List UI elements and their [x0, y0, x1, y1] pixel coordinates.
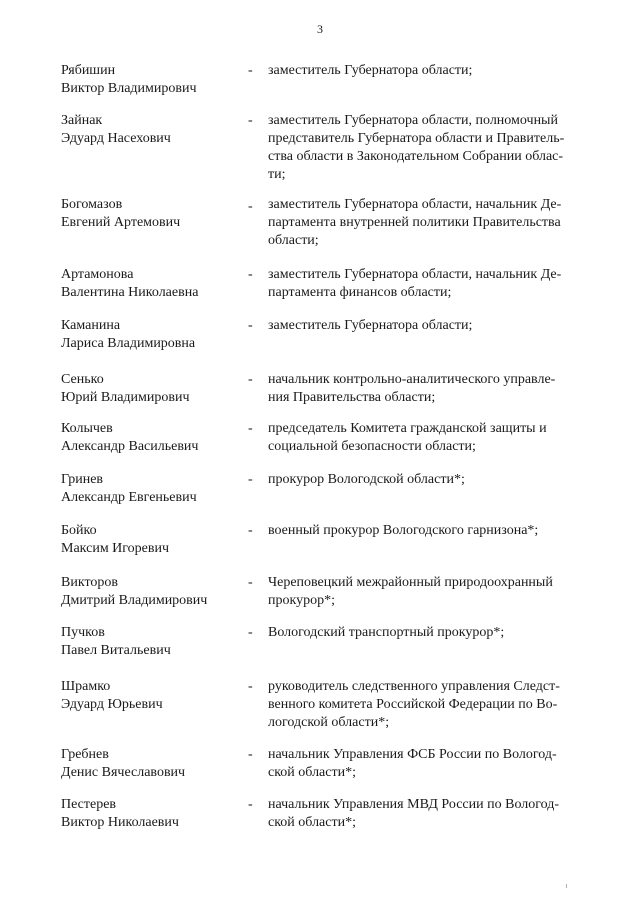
member-given-names: Александр Евгеньевич	[61, 490, 197, 505]
role-line: области;	[268, 233, 319, 248]
role-line: начальник контрольно-аналитического управле-	[268, 372, 556, 387]
role-line: ской области*;	[268, 815, 356, 830]
member-surname: Богомазов	[61, 197, 123, 212]
member-name	[61, 196, 251, 232]
member-given-names: Дмитрий Владимирович	[61, 593, 208, 608]
role-line: прокурор*;	[268, 593, 335, 608]
member-name	[61, 522, 251, 558]
role-line: Вологодский транспортный прокурор*;	[268, 625, 505, 640]
entry-dash: -	[248, 63, 253, 78]
member-name	[61, 420, 251, 456]
role-line: начальник Управления ФСБ России по Вологод-	[268, 747, 557, 762]
member-given-names: Виктор Владимирович	[61, 81, 197, 96]
entry-dash: -	[248, 199, 253, 214]
member-surname: Шрамко	[61, 679, 111, 694]
member-surname: Гребнев	[61, 747, 109, 762]
role-line: заместитель Губернатора области, полномочный	[268, 113, 558, 128]
member-surname: Сенько	[61, 372, 104, 387]
member-role	[268, 317, 598, 335]
member-name	[61, 624, 251, 660]
role-line: Череповецкий межрайонный природоохранный	[268, 575, 553, 590]
entry-dash: -	[248, 472, 253, 487]
member-role	[268, 522, 598, 540]
member-surname: Пестерев	[61, 797, 117, 812]
entry-dash: -	[248, 318, 253, 333]
member-role	[268, 678, 598, 732]
member-given-names: Павел Витальевич	[61, 643, 171, 658]
member-surname: Пучков	[61, 625, 105, 640]
entry-dash: -	[248, 372, 253, 387]
member-surname: Каманина	[61, 318, 121, 333]
role-line: военный прокурор Вологодского гарнизона*;	[268, 523, 539, 538]
member-role	[268, 420, 598, 456]
role-line: прокурор Вологодской области*;	[268, 472, 465, 487]
member-given-names: Эдуард Юрьевич	[61, 697, 163, 712]
page-number: 3	[317, 22, 323, 36]
member-role	[268, 196, 598, 250]
member-given-names: Денис Вячеславович	[61, 765, 186, 780]
entry-dash: -	[248, 797, 253, 812]
role-line: социальной безопасности области;	[268, 439, 476, 454]
member-given-names: Юрий Владимирович	[61, 390, 190, 405]
role-line: логодской области*;	[268, 715, 390, 730]
member-role	[268, 574, 598, 610]
role-line: заместитель Губернатора области;	[268, 63, 473, 78]
member-role	[268, 266, 598, 302]
member-given-names: Евгений Артемович	[61, 215, 181, 230]
member-name	[61, 471, 251, 507]
member-name	[61, 266, 251, 302]
role-line: ской области*;	[268, 765, 356, 780]
role-line: ния Правительства области;	[268, 390, 436, 405]
member-name	[61, 746, 251, 782]
member-role	[268, 471, 598, 489]
member-surname: Рябишин	[61, 63, 116, 78]
member-surname: Викторов	[61, 575, 118, 590]
role-line: представитель Губернатора области и Правитель-	[268, 131, 565, 146]
member-given-names: Эдуард Насехович	[61, 131, 171, 146]
role-line: председатель Комитета гражданской защиты и	[268, 421, 547, 436]
role-line: начальник Управления МВД России по Вологод-	[268, 797, 560, 812]
entry-dash: -	[248, 523, 253, 538]
entry-dash: -	[248, 679, 253, 694]
role-line: руководитель следственного управления Следст-	[268, 679, 560, 694]
member-given-names: Валентина Николаевна	[61, 285, 199, 300]
member-name	[61, 62, 251, 98]
entry-dash: -	[248, 625, 253, 640]
member-role	[268, 112, 598, 184]
member-given-names: Александр Васильевич	[61, 439, 199, 454]
role-line: партамента внутренней политики Правительства	[268, 215, 561, 230]
role-line: венного комитета Российской Федерации по Во-	[268, 697, 558, 712]
role-line: ства области в Законодательном Собрании облас-	[268, 149, 564, 164]
member-role	[268, 624, 598, 642]
margin-mark	[566, 884, 567, 888]
member-role	[268, 62, 598, 80]
member-given-names: Лариса Владимировна	[61, 336, 196, 351]
member-name	[61, 317, 251, 353]
member-name	[61, 574, 251, 610]
member-role	[268, 746, 598, 782]
member-surname: Зайнак	[61, 113, 103, 128]
entry-dash: -	[248, 747, 253, 762]
member-name	[61, 371, 251, 407]
entry-dash: -	[248, 113, 253, 128]
member-given-names: Виктор Николаевич	[61, 815, 179, 830]
member-surname: Гринев	[61, 472, 104, 487]
role-line: заместитель Губернатора области, начальник Де-	[268, 267, 562, 282]
entry-dash: -	[248, 575, 253, 590]
member-given-names: Максим Игоревич	[61, 541, 170, 556]
member-name	[61, 112, 251, 148]
entry-dash: -	[248, 267, 253, 282]
member-surname: Колычев	[61, 421, 113, 436]
role-line: заместитель Губернатора области;	[268, 318, 473, 333]
member-role	[268, 796, 598, 832]
entry-dash: -	[248, 421, 253, 436]
role-line: партамента финансов области;	[268, 285, 452, 300]
role-line: ти;	[268, 167, 286, 182]
member-surname: Бойко	[61, 523, 97, 538]
member-name	[61, 678, 251, 714]
member-surname: Артамонова	[61, 267, 134, 282]
member-name	[61, 796, 251, 832]
member-role	[268, 371, 598, 407]
role-line: заместитель Губернатора области, начальник Де-	[268, 197, 562, 212]
